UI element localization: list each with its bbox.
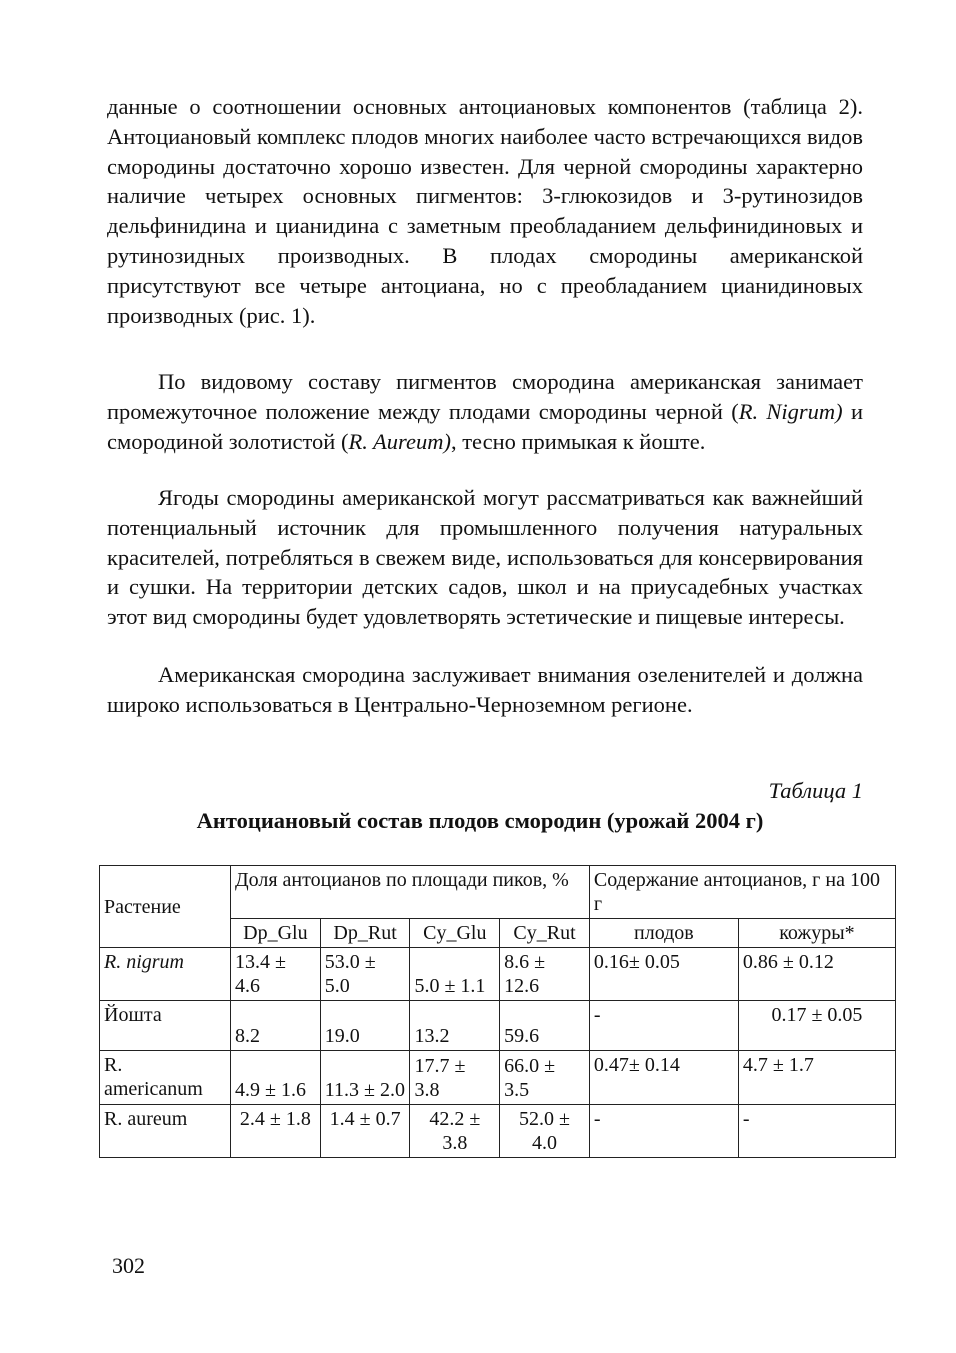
anthocyanin-table — [99, 865, 896, 1158]
paragraph-2-part1: По видовому составу пигментов смородина американская занимает промежуточное положение между плодами смородины черной ( — [107, 369, 863, 424]
table-cell: 53.0 ± 5.0 — [320, 948, 410, 1001]
paragraph-2-part3: , тесно примыкая к йоште. — [450, 428, 706, 454]
header-plant: Растение — [100, 866, 231, 948]
table-cell: 17.7 ± 3.8 — [410, 1051, 500, 1105]
species-aureum: R. Aureum) — [348, 428, 451, 454]
subheader-fruits: плодов — [589, 919, 738, 948]
table-cell: 1.4 ± 0.7 — [320, 1105, 410, 1158]
table-row — [100, 1001, 896, 1051]
row-plant: R. aureum — [100, 1105, 231, 1158]
page-number: 302 — [112, 1253, 145, 1278]
table-cell: 13.2 — [410, 1001, 500, 1051]
table-cell: 42.2 ± 3.8 — [410, 1105, 500, 1158]
table-cell: 0.86 ± 0.12 — [738, 948, 895, 1001]
paragraph-4: Американская смородина заслуживает внимания озеленителей и должна широко использоваться в Центрально-Черноземном регионе. — [107, 662, 863, 717]
species-nigrum: R. Nigrum) — [738, 398, 843, 424]
subheader-cy-rut: Cy_Rut — [500, 919, 590, 948]
table-cell: 4.9 ± 1.6 — [231, 1051, 321, 1105]
table-cell: 0.47± 0.14 — [589, 1051, 738, 1105]
table-cell: - — [738, 1105, 895, 1158]
table-cell: 0.16± 0.05 — [589, 948, 738, 1001]
table-label: Таблица 1 — [768, 778, 863, 803]
table-cell: 19.0 — [320, 1001, 410, 1051]
subheader-dp-rut: Dp_Rut — [320, 919, 410, 948]
paragraph-3: Ягоды смородины американской могут рассматриваться как важнейший потенциальный источник для промышленного получения натуральных красителей, потребляться в свежем виде, использоваться для консервирования и сушки. На территории детских садов, школ и на приусадебных участках этот вид смородины будет удовлетворять эстетические и пищевые интересы. — [107, 485, 863, 630]
paragraph-2 — [107, 367, 863, 456]
table-cell: 52.0 ± 4.0 — [500, 1105, 590, 1158]
row-plant: R. americanum — [100, 1051, 231, 1105]
table-cell: 4.7 ± 1.7 — [738, 1051, 895, 1105]
table-cell: 66.0 ± 3.5 — [500, 1051, 590, 1105]
table-row — [100, 1105, 896, 1158]
table-cell: 59.6 — [500, 1001, 590, 1051]
table-cell: 8.2 — [231, 1001, 321, 1051]
table-cell: 5.0 ± 1.1 — [410, 948, 500, 1001]
table-cell: - — [589, 1001, 738, 1051]
table-row — [100, 1051, 896, 1105]
row-plant: R. nigrum — [100, 948, 231, 1001]
table-title: Антоциановый состав плодов смородин (урожай 2004 г) — [196, 808, 764, 833]
header-share: Доля антоцианов по площади пиков, % — [231, 866, 590, 919]
table-cell: 2.4 ± 1.8 — [231, 1105, 321, 1158]
subheader-cy-glu: Cy_Glu — [410, 919, 500, 948]
table-cell: 0.17 ± 0.05 — [738, 1001, 895, 1051]
paragraph-1: данные о соотношении основных антоциановых компонентов (таблица 2). Антоциановый комплекс плодов многих наиболее часто встречающихся видов смородины достаточно хорошо известен. Для черной смородины характерно наличие четырех основных пигментов: 3-глюкозидов и 3-рутинозидов дельфинидина и цианидина с заметным преобладанием дельфинидиновых и рутинозидных производных. В плодах смородины американской присутствуют все четыре антоциана, но с преобладанием цианидиновых производных (рис. 1). — [107, 94, 863, 328]
table-cell: 13.4 ± 4.6 — [231, 948, 321, 1001]
paragraph-2-part2: и смородиной золотистой ( — [107, 398, 863, 454]
subheader-dp-glu: Dp_Glu — [231, 919, 321, 948]
table-row — [100, 948, 896, 1001]
table-cell: 8.6 ± 12.6 — [500, 948, 590, 1001]
table-cell: - — [589, 1105, 738, 1158]
subheader-skin: кожуры* — [738, 919, 895, 948]
header-content: Содержание антоцианов, г на 100 г — [589, 866, 895, 919]
table-header-row — [100, 866, 896, 919]
table-cell: 11.3 ± 2.0 — [320, 1051, 410, 1105]
row-plant: Йошта — [100, 1001, 231, 1051]
